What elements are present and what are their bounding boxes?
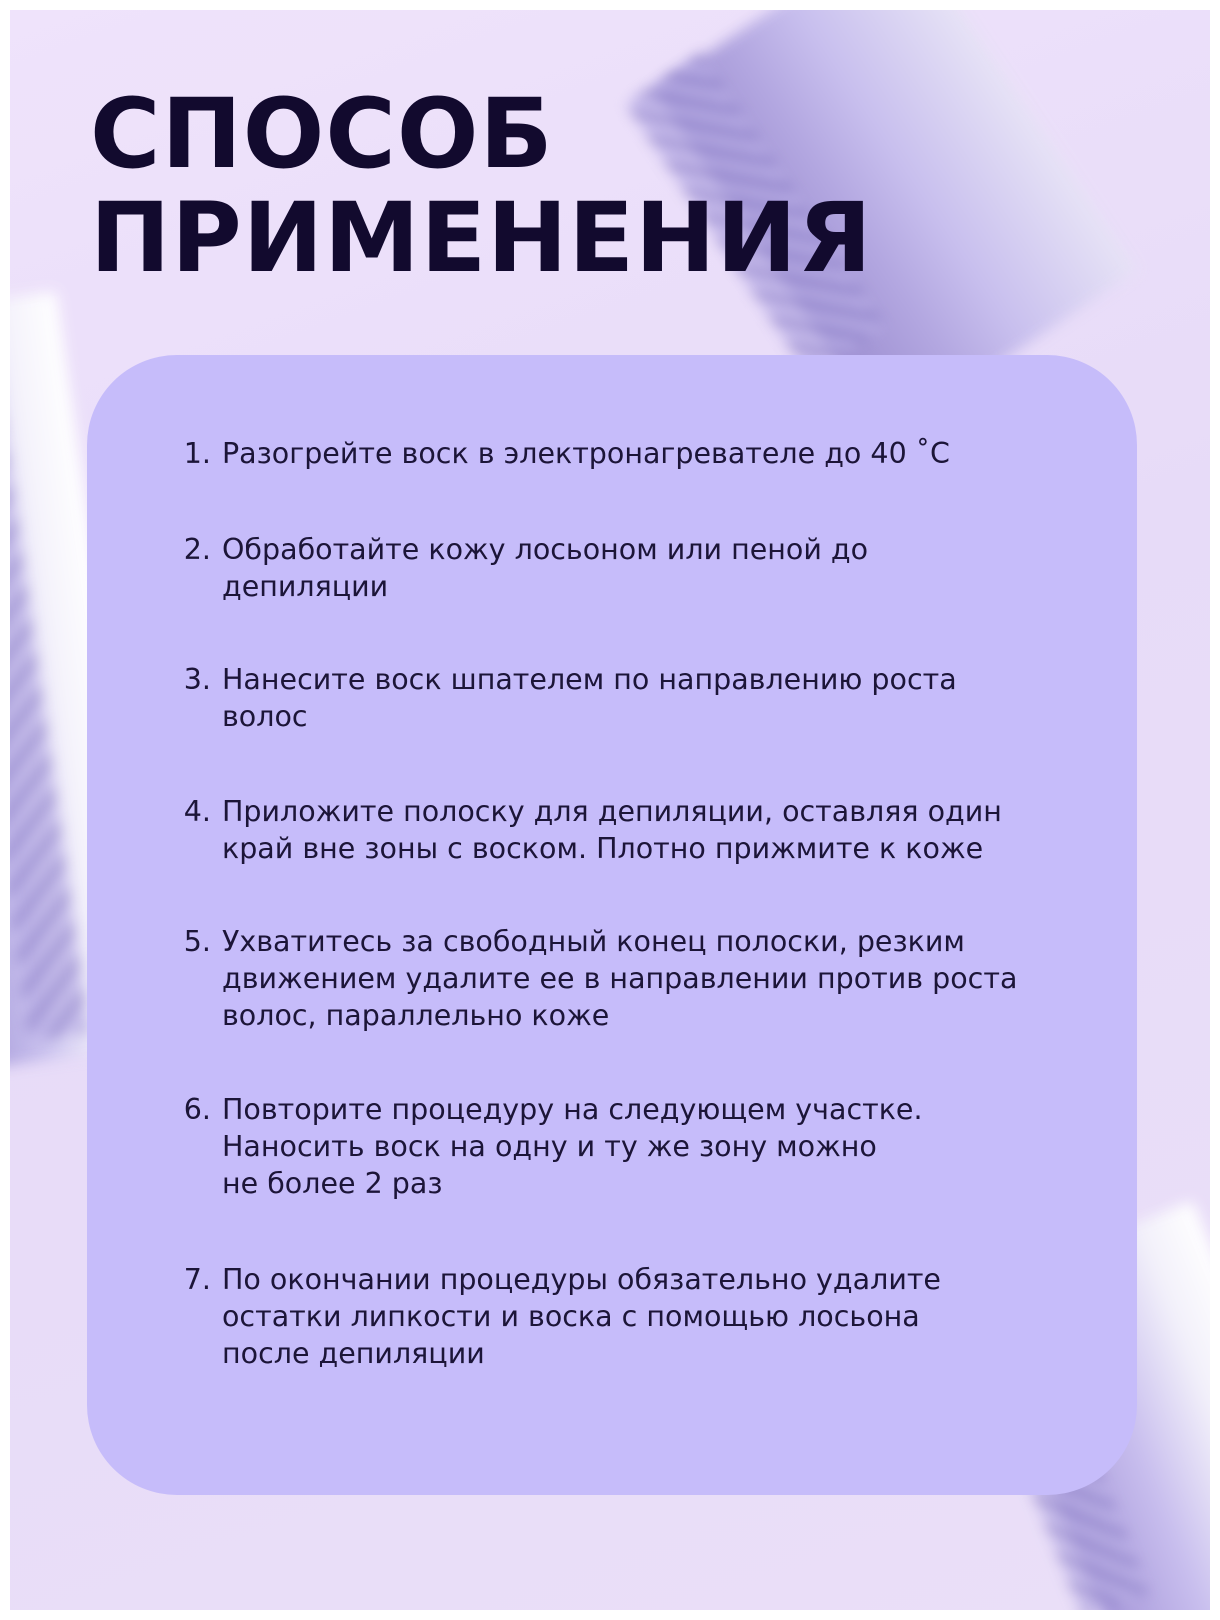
step-text: [222, 661, 1082, 735]
step-text: [222, 923, 1082, 1034]
step-text-line: Нанесите воск шпателем по направлению роста: [222, 663, 957, 696]
step-text: [222, 435, 1082, 472]
step-text-line: после депиляции: [222, 1337, 485, 1370]
step-text-line: Приложите полоску для депиляции, оставляя один: [222, 795, 1002, 828]
step-number: 3.: [183, 663, 211, 696]
step-text-line: волос, параллельно коже: [222, 999, 610, 1032]
step-number: 5.: [183, 925, 211, 958]
step-text-line: движением удалите ее в направлении против роста: [222, 962, 1018, 995]
step-text: [222, 1091, 1082, 1202]
step-number: 1.: [183, 437, 211, 470]
title-line-1: СПОСОБ: [90, 78, 554, 190]
step-text-line: По окончании процедуры обязательно удалите: [222, 1263, 941, 1296]
step-number: 4.: [183, 795, 211, 828]
instruction-poster: [10, 10, 1210, 1610]
step-text-line: Разогрейте воск в электронагревателе до 40 ˚С: [222, 437, 950, 470]
step-text-line: край вне зоны с воском. Плотно прижмите к коже: [222, 832, 984, 865]
step-text-line: Ухватитесь за свободный конец полоски, резким: [222, 925, 965, 958]
page-title: [90, 78, 873, 294]
step-text-line: не более 2 раз: [222, 1167, 443, 1200]
step-text-line: остатки липкости и воска с помощью лосьона: [222, 1300, 920, 1333]
step-text-line: депиляции: [222, 570, 389, 603]
step-text: [222, 793, 1082, 867]
step-text-line: волос: [222, 700, 308, 733]
step-text-line: Повторите процедуру на следующем участке.: [222, 1093, 923, 1126]
steps-card: [87, 355, 1137, 1495]
step-number: 7.: [183, 1263, 211, 1296]
step-number: 6.: [183, 1093, 211, 1126]
title-line-2: ПРИМЕНЕНИЯ: [90, 182, 873, 294]
step-text-line: Наносить воск на одну и ту же зону можно: [222, 1130, 877, 1163]
step-number: 2.: [183, 533, 211, 566]
step-text-line: Обработайте кожу лосьоном или пеной до: [222, 533, 869, 566]
step-text: [222, 1261, 1082, 1372]
step-text: [222, 531, 1082, 605]
